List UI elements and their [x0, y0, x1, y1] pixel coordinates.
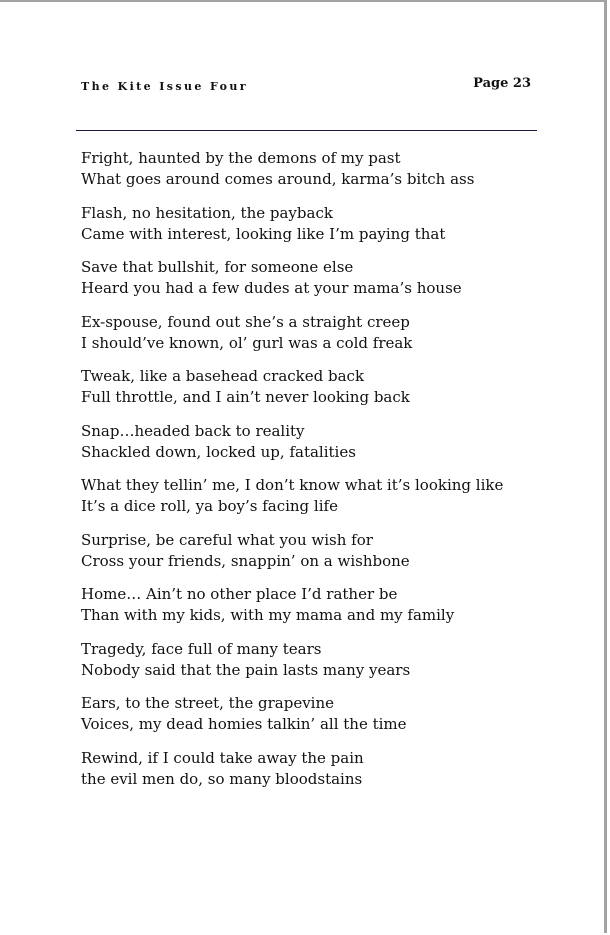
stanza [81, 693, 521, 735]
poem-line: Surprise, be careful what you wish for [81, 530, 373, 549]
poem-line: Full throttle, and I ain’t never looking back [81, 388, 410, 406]
poem-line: Home… Ain’t no other place I’d rather be [81, 585, 398, 603]
running-title: The Kite Issue Four [81, 80, 248, 93]
poem-line: Snap…headed back to reality [81, 421, 305, 440]
stanza [81, 530, 521, 572]
poem-line: Voices, my dead homies talkin’ all the time [81, 715, 407, 733]
page-number: Page 23 [473, 76, 531, 91]
poem-line: Tweak, like a basehead cracked back [81, 367, 365, 385]
header-rule [76, 130, 537, 131]
poem-line: It’s a dice roll, ya boy’s facing life [81, 497, 338, 515]
stanza [81, 748, 521, 790]
stanza [81, 475, 521, 517]
stanza [81, 203, 521, 245]
poem-line: What they tellin’ me, I don’t know what it’s looking like [81, 476, 504, 494]
poem-line: Cross your friends, snappin’ on a wishbone [81, 551, 410, 570]
stanza [81, 421, 521, 463]
page-header [81, 74, 533, 98]
poem-line: Tragedy, face full of many tears [81, 639, 322, 658]
poem-line: Than with my kids, with my mama and my family [81, 606, 455, 624]
stanza [81, 639, 521, 681]
stanza [81, 366, 521, 408]
poem-line: Save that bullshit, for someone else [81, 258, 354, 276]
poem-line: Heard you had a few dudes at your mama’s house [81, 279, 462, 297]
poem-line: Came with interest, looking like I’m paying that [81, 224, 446, 243]
poem-line: the evil men do, so many bloodstains [81, 769, 363, 788]
poem-line: Flash, no hesitation, the payback [81, 203, 333, 222]
poem-line: Fright, haunted by the demons of my past [81, 149, 401, 167]
poem-line: What goes around comes around, karma’s bitch ass [81, 170, 475, 188]
poem-line: Ears, to the street, the grapevine [81, 694, 335, 712]
poem-line: I should’ve known, ol’ gurl was a cold freak [81, 333, 413, 352]
stanza [81, 148, 521, 190]
poem-line: Nobody said that the pain lasts many years [81, 660, 411, 679]
stanza [81, 312, 521, 354]
poem-body [81, 148, 521, 802]
poem-line: Ex-spouse, found out she’s a straight creep [81, 312, 410, 331]
poem-line: Rewind, if I could take away the pain [81, 748, 364, 767]
stanza [81, 584, 521, 626]
stanza [81, 257, 521, 299]
poem-line: Shackled down, locked up, fatalities [81, 442, 356, 461]
